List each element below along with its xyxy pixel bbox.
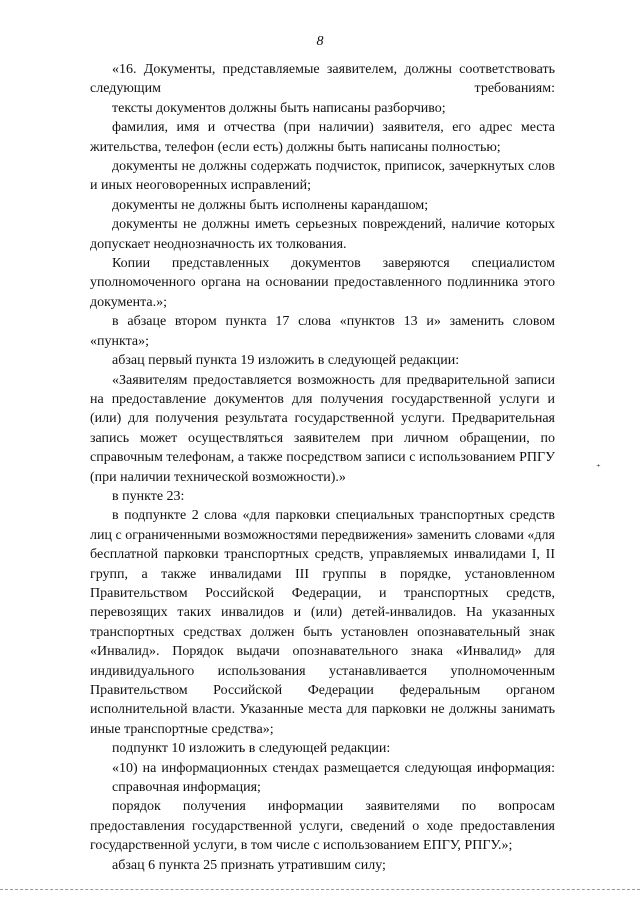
paragraph-copies-certified: Копии представленных документов заверяются специалистом уполномоченного органа на основании предоставленного подлинника этого документа.»;: [90, 256, 555, 310]
paragraph-16-intro: «16. Документы, представляемые заявителем, должны соответствовать следующим требованиям:: [90, 62, 555, 97]
paragraph-item-23-intro: в пункте 23:: [112, 488, 185, 504]
scan-speck: ⁺: [596, 462, 601, 472]
paragraph-item-19-intro: абзац первый пункта 19 изложить в следующей редакции:: [112, 353, 460, 369]
paragraph-info-stands: «10) на информационных стендах размещается следующая информация:: [112, 760, 555, 776]
paragraph-full-name: фамилия, имя и отчества (при наличии) заявителя, его адрес места жительства, телефон (если есть) должны быть написаны полностью;: [90, 120, 555, 155]
page-number: 8: [316, 34, 324, 49]
paragraph-no-pencil: документы не должны быть исполнены карандашом;: [112, 197, 429, 213]
paragraph-parking-amendment: в подпункте 2 слова «для парковки специальных транспортных средств лиц с ограниченными возможностями передвижения» заменить словами «для бесплатной парковки транспортных средств, управляемых инвалидами I, II групп, а также инвалидами III группы в порядке, установленном Правительством Российской Федерации, и транспортных средств, перевозящих таких инвалидов и (или) детей-инвалидов. На указанных транспортных средствах должен быть установлен опознавательный знак «Инвалид». Порядок выдачи опознавательного знака «Инвалид» для индивидуального использования устанавливается уполномоченным Правительством Российской Федерации федеральным органом исполнительной власти. Указанные места для парковки не должны занимать иные транспортные средства»;: [90, 508, 555, 737]
paragraph-no-erasures: документы не должны содержать подчисток, приписок, зачеркнутых слов и иных неоговоренных исправлений;: [90, 159, 555, 194]
paragraph-preliminary-registration: «Заявителям предоставляется возможность для предварительной записи на предоставление документов для получения государственной услуги и (или) для получения результата государственной услуги. Предварительная запись может осуществляться заявителем при личном обращении, по справочным телефонам, а также посредством записи с использованием РПГУ (при наличии технической возможности).»: [90, 372, 555, 485]
paragraph-info-procedure: порядок получения информации заявителями по вопросам предоставления государственной услуги, сведений о ходе предоставления государственной услуги, в том числе с использованием ЕПГУ, РПГУ.»;: [90, 799, 555, 854]
paragraph-no-damage: документы не должны иметь серьезных повреждений, наличие которых допускает неоднозначность их толкования.: [90, 217, 555, 252]
paragraph-item-25-repeal: абзац 6 пункта 25 признать утратившим силу;: [112, 857, 386, 873]
paragraph-item-17-amendment: в абзаце втором пункта 17 слова «пунктов 13 и» заменить словом «пункта»;: [90, 314, 555, 349]
scan-edge-line: [0, 889, 640, 890]
paragraph-subitem-10-intro: подпункт 10 изложить в следующей редакции:: [112, 741, 391, 757]
paragraph-legible-text: тексты документов должны быть написаны разборчиво;: [112, 100, 446, 116]
paragraph-reference-info: справочная информация;: [112, 780, 261, 796]
document-body: [90, 60, 555, 875]
